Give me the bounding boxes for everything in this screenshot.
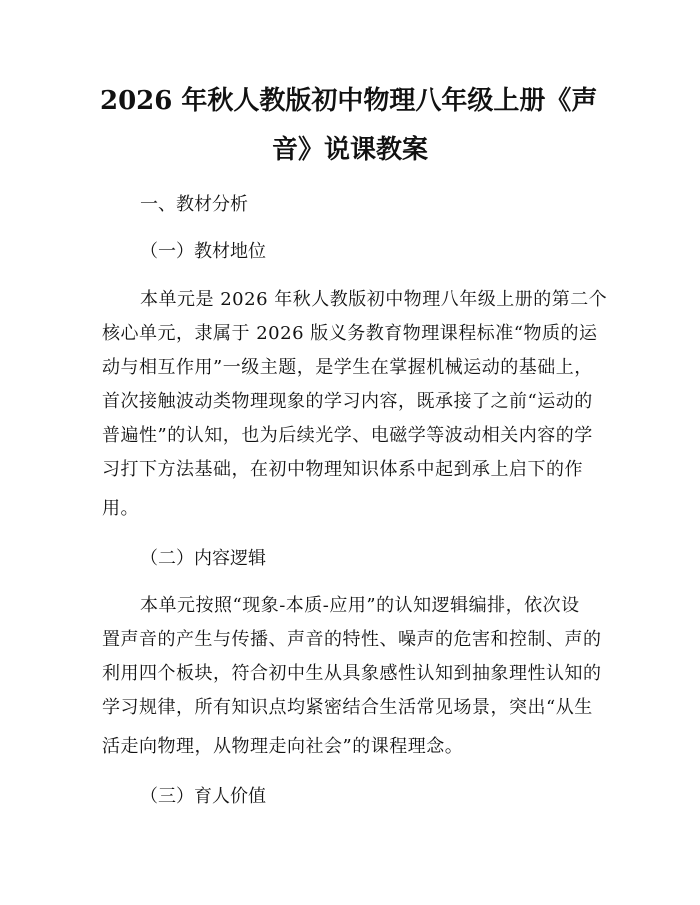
paragraph-1-line: 首次接触波动类物理现象的学习内容，既承接了之前“运动的 — [102, 391, 593, 412]
paragraph-1-line: 习打下方法基础，在初中物理知识体系中起到承上启下的作 — [102, 459, 583, 480]
subsection-heading-position: （一）教材地位 — [140, 241, 266, 262]
subsection-heading-educational-value: （三）育人价值 — [140, 786, 266, 807]
paragraph-2-line: 本单元按照“现象-本质-应用”的认知逻辑编排，依次设 — [140, 595, 580, 616]
paragraph-1-line: 核心单元，隶属于 2026 版义务教育物理课程标准“物质的运 — [102, 323, 598, 344]
paragraph-1-line: 用。 — [102, 498, 139, 519]
paragraph-1-line: 动与相互作用”一级主题，是学生在掌握机械运动的基础上， — [102, 357, 593, 378]
document-title-line-1: 2026 年秋人教版初中物理八年级上册《声 — [100, 86, 598, 116]
section-heading-textbook-analysis: 一、教材分析 — [140, 194, 248, 215]
paragraph-2-line: 置声音的产生与传播、声音的特性、噪声的危害和控制、声的 — [102, 629, 602, 650]
paragraph-2-line: 学习规律，所有知识点均紧密结合生活常见场景，突出“从生 — [102, 697, 593, 718]
document-title-line-2: 音》说课教案 — [271, 135, 428, 165]
paragraph-2-line: 利用四个板块，符合初中生从具象感性认知到抽象理性认知的 — [102, 663, 602, 684]
paragraph-1-line: 本单元是 2026 年秋人教版初中物理八年级上册的第二个 — [140, 289, 608, 310]
paragraph-1-line: 普遍性”的认知，也为后续光学、电磁学等波动相关内容的学 — [102, 425, 593, 446]
subsection-heading-content-logic: （二）内容逻辑 — [140, 548, 266, 569]
paragraph-2-line: 活走向物理，从物理走向社会”的课程理念。 — [102, 736, 464, 757]
